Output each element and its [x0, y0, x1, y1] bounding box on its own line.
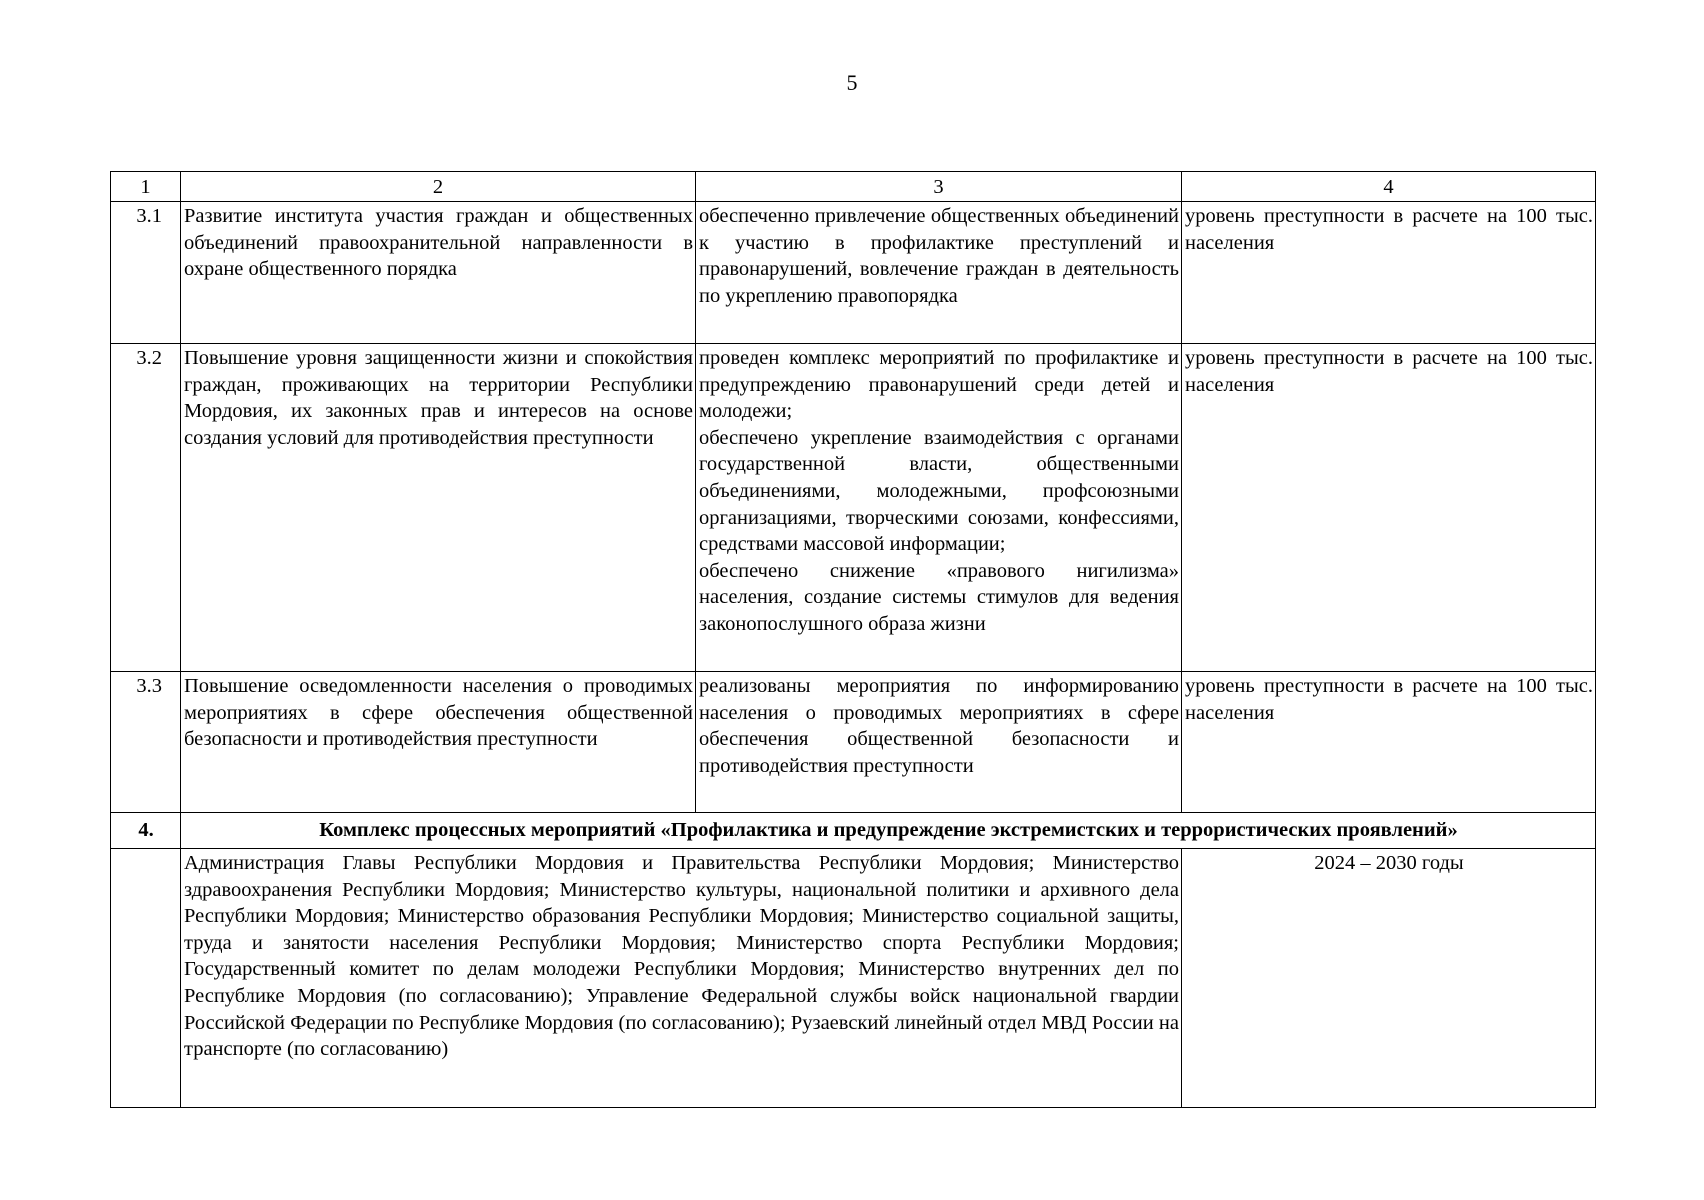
- period-cell: 2024 – 2030 годы: [1182, 849, 1596, 1108]
- task-cell: Повышение осведомленности населения о проводимых мероприятиях в сфере обеспечения общественной безопасности и противодействия преступности: [181, 672, 696, 813]
- indicator-cell: уровень преступности в расчете на 100 тыс. населения: [1182, 672, 1596, 813]
- row-number: 3.1: [111, 202, 181, 344]
- column-header: 4: [1182, 172, 1596, 202]
- table-header-row: [111, 172, 1596, 202]
- empty-cell: [111, 849, 181, 1108]
- row-number: 3.2: [111, 344, 181, 672]
- indicator-cell: уровень преступности в расчете на 100 тыс. населения: [1182, 344, 1596, 672]
- program-table: [110, 171, 1596, 1108]
- table-row: [111, 672, 1596, 813]
- section-number: 4.: [111, 813, 181, 849]
- result-line: обеспечено укрепление взаимодействия с органами государственной власти, общественными объединениями, молодежными, профсоюзными организациями, творческими союзами, конфессиями, средствами массовой информации;: [699, 426, 1179, 556]
- table-row: [111, 344, 1596, 672]
- result-line: проведен комплекс мероприятий по профилактике и предупреждению правонарушений среди детей и молодежи;: [699, 347, 1179, 423]
- column-header: 2: [181, 172, 696, 202]
- section-header-row: [111, 813, 1596, 849]
- column-header: 1: [111, 172, 181, 202]
- result-cell: обеспеченно привлечение общественных объединений к участию в профилактике преступлений и правонарушений, вовлечение граждан в деятельность по укреплению правопорядка: [696, 202, 1182, 344]
- result-cell: реализованы мероприятия по информированию населения о проводимых мероприятиях в сфере обеспечения общественной безопасности и противодействия преступности: [696, 672, 1182, 813]
- column-header: 3: [696, 172, 1182, 202]
- row-number: 3.3: [111, 672, 181, 813]
- table-row: [111, 849, 1596, 1108]
- result-cell: [696, 344, 1182, 672]
- section-title: Комплекс процессных мероприятий «Профилактика и предупреждение экстремистских и террористических проявлений»: [181, 813, 1596, 849]
- task-cell: Повышение уровня защищенности жизни и спокойствия граждан, проживающих на территории Республики Мордовия, их законных прав и интересов на основе создания условий для противодействия преступности: [181, 344, 696, 672]
- result-line: обеспечено снижение «правового нигилизма» населения, создание системы стимулов для ведения законопослушного образа жизни: [699, 559, 1179, 635]
- indicator-cell: уровень преступности в расчете на 100 тыс. населения: [1182, 202, 1596, 344]
- responsible-cell: Администрация Главы Республики Мордовия и Правительства Республики Мордовия; Министерство здравоохранения Республики Мордовия; Министерство культуры, национальной политики и архивного дела Республики Мордовия; Министерство образования Республики Мордовия; Министерство социальной защиты, труда и занятости населения Республики Мордовия; Министерство спорта Республики Мордовия; Государственный комитет по делам молодежи Республики Мордовия; Министерство внутренних дел по Республике Мордовия (по согласованию); Управление Федеральной службы войск национальной гвардии Российской Федерации по Республике Мордовия (по согласованию); Рузаевский линейный отдел МВД России на транспорте (по согласованию): [181, 849, 1182, 1108]
- table-row: [111, 202, 1596, 344]
- page-number: 5: [846, 70, 858, 95]
- task-cell: Развитие института участия граждан и общественных объединений правоохранительной направленности в охране общественного порядка: [181, 202, 696, 344]
